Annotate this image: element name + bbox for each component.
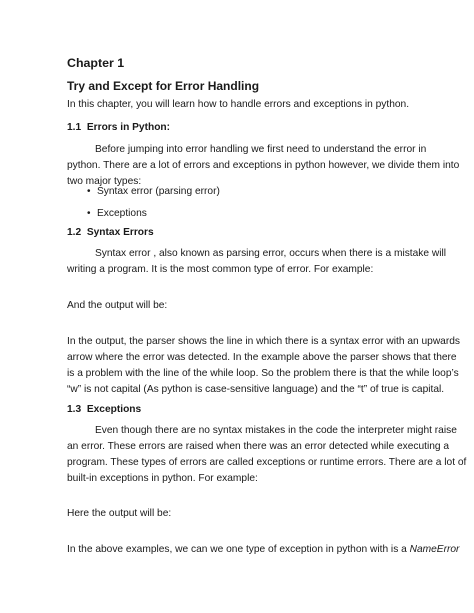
section-1-3-number: 1.3 xyxy=(67,404,82,415)
bullet-icon: • xyxy=(87,186,91,197)
final-paragraph xyxy=(67,543,459,557)
chapter-label: Chapter 1 xyxy=(67,56,125,70)
section-1-2-heading xyxy=(67,226,154,240)
section-1-1-title: Errors in Python: xyxy=(86,122,171,133)
section-1-2-explanation-1: In the output, the parser shows the line in which there is a syntax error with an upwards xyxy=(67,336,460,347)
syntax-output-line: And the output will be: xyxy=(67,300,168,311)
section-1-1-line-1: Before jumping into error handling we first need to understand the error in xyxy=(95,144,427,155)
section-1-2-number: 1.2 xyxy=(67,227,82,238)
section-1-3-title: Exceptions xyxy=(86,404,142,415)
intro-paragraph: In this chapter, you will learn how to handle errors and exceptions in python. xyxy=(67,99,410,110)
section-1-2-line-2: writing a program. It is the most common type of error. For example: xyxy=(67,264,374,275)
section-1-2-explanation-4: “w” is not capital (As python is case-sensitive language) and the “t” of true is capital. xyxy=(67,384,445,395)
bullet-syntax-error: Syntax error (parsing error) xyxy=(97,186,220,197)
name-error-term: NameError xyxy=(409,544,460,555)
section-1-3-line-2: an error. These errors are raised when there was an error detected while executing a xyxy=(67,441,450,452)
section-1-2-explanation-2: arrow where the error was detected. In the example above the parser shows that there xyxy=(67,352,457,363)
section-1-2-line-1: Syntax error , also known as parsing error, occurs when there is a mistake will xyxy=(95,248,447,259)
section-1-3-line-4: built-in exceptions in python. For example: xyxy=(67,473,258,484)
section-1-3-line-3: program. These types of errors are called exceptions or runtime errors. There are a lot of xyxy=(67,457,467,468)
section-1-1-line-3: two major types: xyxy=(67,176,142,187)
section-1-3-line-1: Even though there are no syntax mistakes in the code the interpreter might raise xyxy=(95,425,457,436)
chapter-title: Try and Except for Error Handling xyxy=(67,79,260,93)
exception-output-line: Here the output will be: xyxy=(67,508,172,519)
bullet-icon: • xyxy=(87,208,91,219)
bullet-exceptions: Exceptions xyxy=(97,208,147,219)
section-1-2-title: Syntax Errors xyxy=(86,227,154,238)
section-1-1-heading xyxy=(67,121,170,135)
section-1-1-number: 1.1 xyxy=(67,122,82,133)
section-1-3-heading xyxy=(67,403,141,417)
final-paragraph-text: In the above examples, we can we one type of exception in python with is a xyxy=(67,544,410,555)
section-1-2-explanation-3: is a problem with the line of the while loop. So the problem there is that the while loop’s xyxy=(67,368,459,379)
section-1-1-line-2: python. There are a lot of errors and exceptions in python however, we divide them into xyxy=(67,160,460,171)
